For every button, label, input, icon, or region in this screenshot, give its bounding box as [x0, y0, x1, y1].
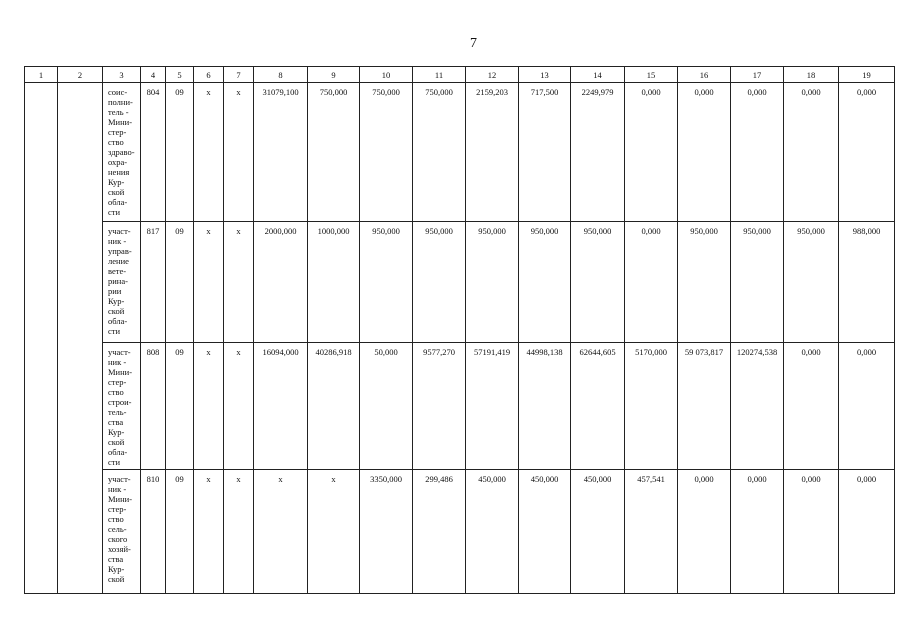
value-cell: 0,000: [784, 343, 839, 470]
value-cell: 810: [141, 470, 166, 594]
value-cell: 0,000: [625, 83, 678, 222]
participant-name-line: Мини-: [108, 494, 133, 504]
value-cell: 450,000: [466, 470, 519, 594]
value-cell: 2000,000: [254, 222, 308, 343]
participant-name-line: Мини-: [108, 117, 133, 127]
participant-name-line: ник -: [108, 357, 127, 367]
column-1-cell: [25, 83, 58, 594]
value-cell: х: [194, 83, 224, 222]
value-cell: 09: [166, 343, 194, 470]
value-cell: 457,541: [625, 470, 678, 594]
value-cell: х: [194, 343, 224, 470]
value-cell: 950,000: [519, 222, 571, 343]
value-cell: 0,000: [625, 222, 678, 343]
value-cell: 950,000: [571, 222, 625, 343]
column-2-cell: [58, 83, 103, 594]
value-cell: 804: [141, 83, 166, 222]
value-cell: 16094,000: [254, 343, 308, 470]
table-row: [25, 470, 895, 594]
value-cell: 750,000: [308, 83, 360, 222]
header-cell: 16: [678, 67, 731, 83]
participant-name-line: сти: [108, 207, 121, 217]
participant-name-cell: [103, 470, 141, 594]
participant-name-line: здраво-: [108, 147, 135, 157]
header-cell: 3: [103, 67, 141, 83]
value-cell: 750,000: [360, 83, 413, 222]
value-cell: 57191,419: [466, 343, 519, 470]
value-cell: 0,000: [678, 83, 731, 222]
value-cell: 0,000: [839, 470, 895, 594]
participant-name-line: сти: [108, 326, 121, 336]
value-cell: 50,000: [360, 343, 413, 470]
value-cell: х: [224, 470, 254, 594]
value-cell: 1000,000: [308, 222, 360, 343]
header-cell: 19: [839, 67, 895, 83]
value-cell: 9577,270: [413, 343, 466, 470]
table-row: [25, 83, 895, 222]
participant-name-line: участ-: [108, 347, 131, 357]
participant-name-line: ство: [108, 137, 124, 147]
participant-name-line: стер-: [108, 377, 127, 387]
participant-name-line: участ-: [108, 474, 131, 484]
participant-name-line: охра-: [108, 157, 128, 167]
participant-name-line: ской: [108, 437, 125, 447]
value-cell: 62644,605: [571, 343, 625, 470]
value-cell: 0,000: [839, 343, 895, 470]
participant-name-line: ства: [108, 417, 124, 427]
table-body: [25, 83, 895, 594]
table-row: [25, 343, 895, 470]
header-cell: 17: [731, 67, 784, 83]
header-cell: 2: [58, 67, 103, 83]
participant-name-line: стер-: [108, 127, 127, 137]
value-cell: х: [254, 470, 308, 594]
value-cell: 120274,538: [731, 343, 784, 470]
header-cell: 4: [141, 67, 166, 83]
participant-name-line: ство: [108, 514, 124, 524]
value-cell: 0,000: [731, 83, 784, 222]
participant-name-line: управ-: [108, 246, 132, 256]
participant-name-line: полни-: [108, 97, 133, 107]
participant-name-line: ление: [108, 256, 129, 266]
value-cell: 3350,000: [360, 470, 413, 594]
header-cell: 6: [194, 67, 224, 83]
participant-name-line: ства: [108, 554, 124, 564]
value-cell: 750,000: [413, 83, 466, 222]
participant-name-line: участ-: [108, 226, 131, 236]
value-cell: 59 073,817: [678, 343, 731, 470]
header-cell: 14: [571, 67, 625, 83]
header-cell: 12: [466, 67, 519, 83]
value-cell: 717,500: [519, 83, 571, 222]
participant-name-line: стер-: [108, 504, 127, 514]
header-cell: 18: [784, 67, 839, 83]
value-cell: 950,000: [413, 222, 466, 343]
value-cell: 0,000: [731, 470, 784, 594]
value-cell: 0,000: [784, 470, 839, 594]
value-cell: х: [224, 83, 254, 222]
participant-name-line: Мини-: [108, 367, 133, 377]
participant-name-line: хозяй-: [108, 544, 131, 554]
value-cell: 5170,000: [625, 343, 678, 470]
value-cell: 09: [166, 83, 194, 222]
value-cell: х: [194, 222, 224, 343]
participant-name-line: строи-: [108, 397, 132, 407]
value-cell: 0,000: [839, 83, 895, 222]
value-cell: х: [308, 470, 360, 594]
value-cell: х: [224, 343, 254, 470]
budget-table: [24, 66, 895, 594]
participant-name-line: тель -: [108, 107, 129, 117]
value-cell: х: [224, 222, 254, 343]
participant-name-line: сель-: [108, 524, 127, 534]
value-cell: х: [194, 470, 224, 594]
value-cell: 44998,138: [519, 343, 571, 470]
participant-name-line: тель-: [108, 407, 127, 417]
value-cell: 950,000: [678, 222, 731, 343]
participant-name-line: ник -: [108, 484, 127, 494]
value-cell: 2249,979: [571, 83, 625, 222]
participant-name-line: вете-: [108, 266, 127, 276]
column-number-header-row: [25, 67, 895, 83]
participant-name-line: нения: [108, 167, 130, 177]
value-cell: 299,486: [413, 470, 466, 594]
participant-name-cell: [103, 343, 141, 470]
participant-name-line: обла-: [108, 316, 128, 326]
header-cell: 15: [625, 67, 678, 83]
participant-name-line: ник -: [108, 236, 127, 246]
participant-name-line: соис-: [108, 87, 128, 97]
value-cell: 40286,918: [308, 343, 360, 470]
value-cell: 950,000: [466, 222, 519, 343]
participant-name-line: ство: [108, 387, 124, 397]
participant-name-line: рина-: [108, 276, 128, 286]
value-cell: 2159,203: [466, 83, 519, 222]
header-cell: 5: [166, 67, 194, 83]
header-cell: 8: [254, 67, 308, 83]
participant-name-cell: [103, 222, 141, 343]
participant-name-line: обла-: [108, 197, 128, 207]
participant-name-line: Кур-: [108, 427, 125, 437]
participant-name-line: Кур-: [108, 177, 125, 187]
value-cell: 950,000: [731, 222, 784, 343]
value-cell: 950,000: [360, 222, 413, 343]
value-cell: 988,000: [839, 222, 895, 343]
table-row: [25, 222, 895, 343]
value-cell: 450,000: [519, 470, 571, 594]
header-cell: 1: [25, 67, 58, 83]
participant-name-line: ской: [108, 187, 125, 197]
value-cell: 31079,100: [254, 83, 308, 222]
header-cell: 9: [308, 67, 360, 83]
header-cell: 13: [519, 67, 571, 83]
value-cell: 0,000: [784, 83, 839, 222]
value-cell: 09: [166, 222, 194, 343]
page-number: 7: [470, 36, 477, 51]
value-cell: 817: [141, 222, 166, 343]
value-cell: 0,000: [678, 470, 731, 594]
participant-name-line: обла-: [108, 447, 128, 457]
header-cell: 7: [224, 67, 254, 83]
participant-name-line: сти: [108, 457, 121, 467]
participant-name-cell: [103, 83, 141, 222]
header-cell: 11: [413, 67, 466, 83]
participant-name-line: Кур-: [108, 564, 125, 574]
header-cell: 10: [360, 67, 413, 83]
value-cell: 450,000: [571, 470, 625, 594]
value-cell: 09: [166, 470, 194, 594]
value-cell: 808: [141, 343, 166, 470]
value-cell: 950,000: [784, 222, 839, 343]
participant-name-line: Кур-: [108, 296, 125, 306]
participant-name-line: рии: [108, 286, 122, 296]
participant-name-line: ской: [108, 574, 125, 584]
participant-name-line: ского: [108, 534, 128, 544]
participant-name-line: ской: [108, 306, 125, 316]
